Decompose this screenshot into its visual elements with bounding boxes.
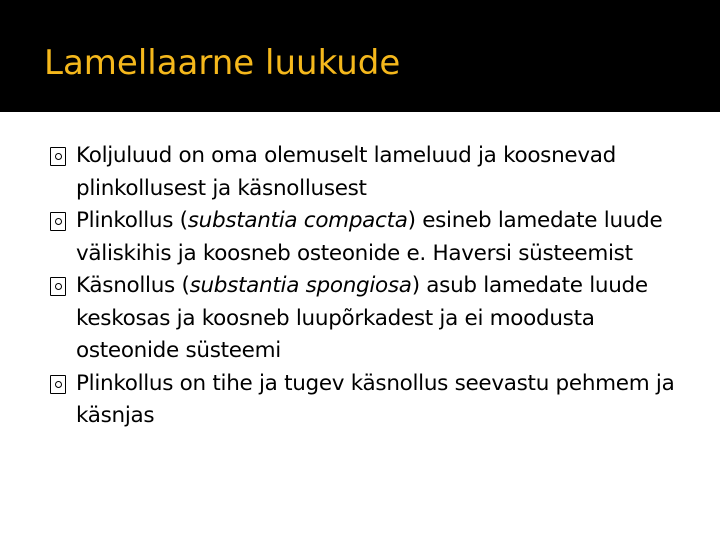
bullet-glyph-icon	[50, 375, 66, 394]
bullet-item	[50, 140, 700, 205]
bullet-text: Käsnollus (	[76, 273, 190, 298]
bullet-text: Plinkollus on tihe ja tugev käsnollus seevastu pehmem ja käsnjas	[76, 370, 675, 428]
bullet-glyph-icon	[50, 277, 66, 296]
bullet-item	[50, 368, 700, 433]
bullet-item	[50, 205, 700, 270]
bullet-text: ) asub lamedate luude keskosas ja koosneb luupõrkadest ja ei moodusta osteonide süsteemi	[76, 273, 648, 363]
bullet-text: Plinkollus (	[76, 208, 188, 233]
latin-term: substantia compacta	[187, 208, 408, 233]
bullet-text: ) esineb lamedate luude väliskihis ja koosneb osteonide e. Haversi süsteemist	[76, 208, 663, 266]
latin-term: substantia spongiosa	[189, 273, 412, 298]
bullet-list	[50, 140, 700, 433]
bullet-item	[50, 270, 700, 368]
bullet-glyph-icon	[50, 212, 66, 231]
bullet-glyph-icon	[50, 147, 66, 166]
title-band	[0, 0, 720, 112]
slide-title: Lamellaarne luukude	[44, 43, 401, 83]
bullet-text: Koljuluud on oma olemuselt lameluud ja koosnevad plinkollusest ja käsnollusest	[76, 143, 616, 201]
